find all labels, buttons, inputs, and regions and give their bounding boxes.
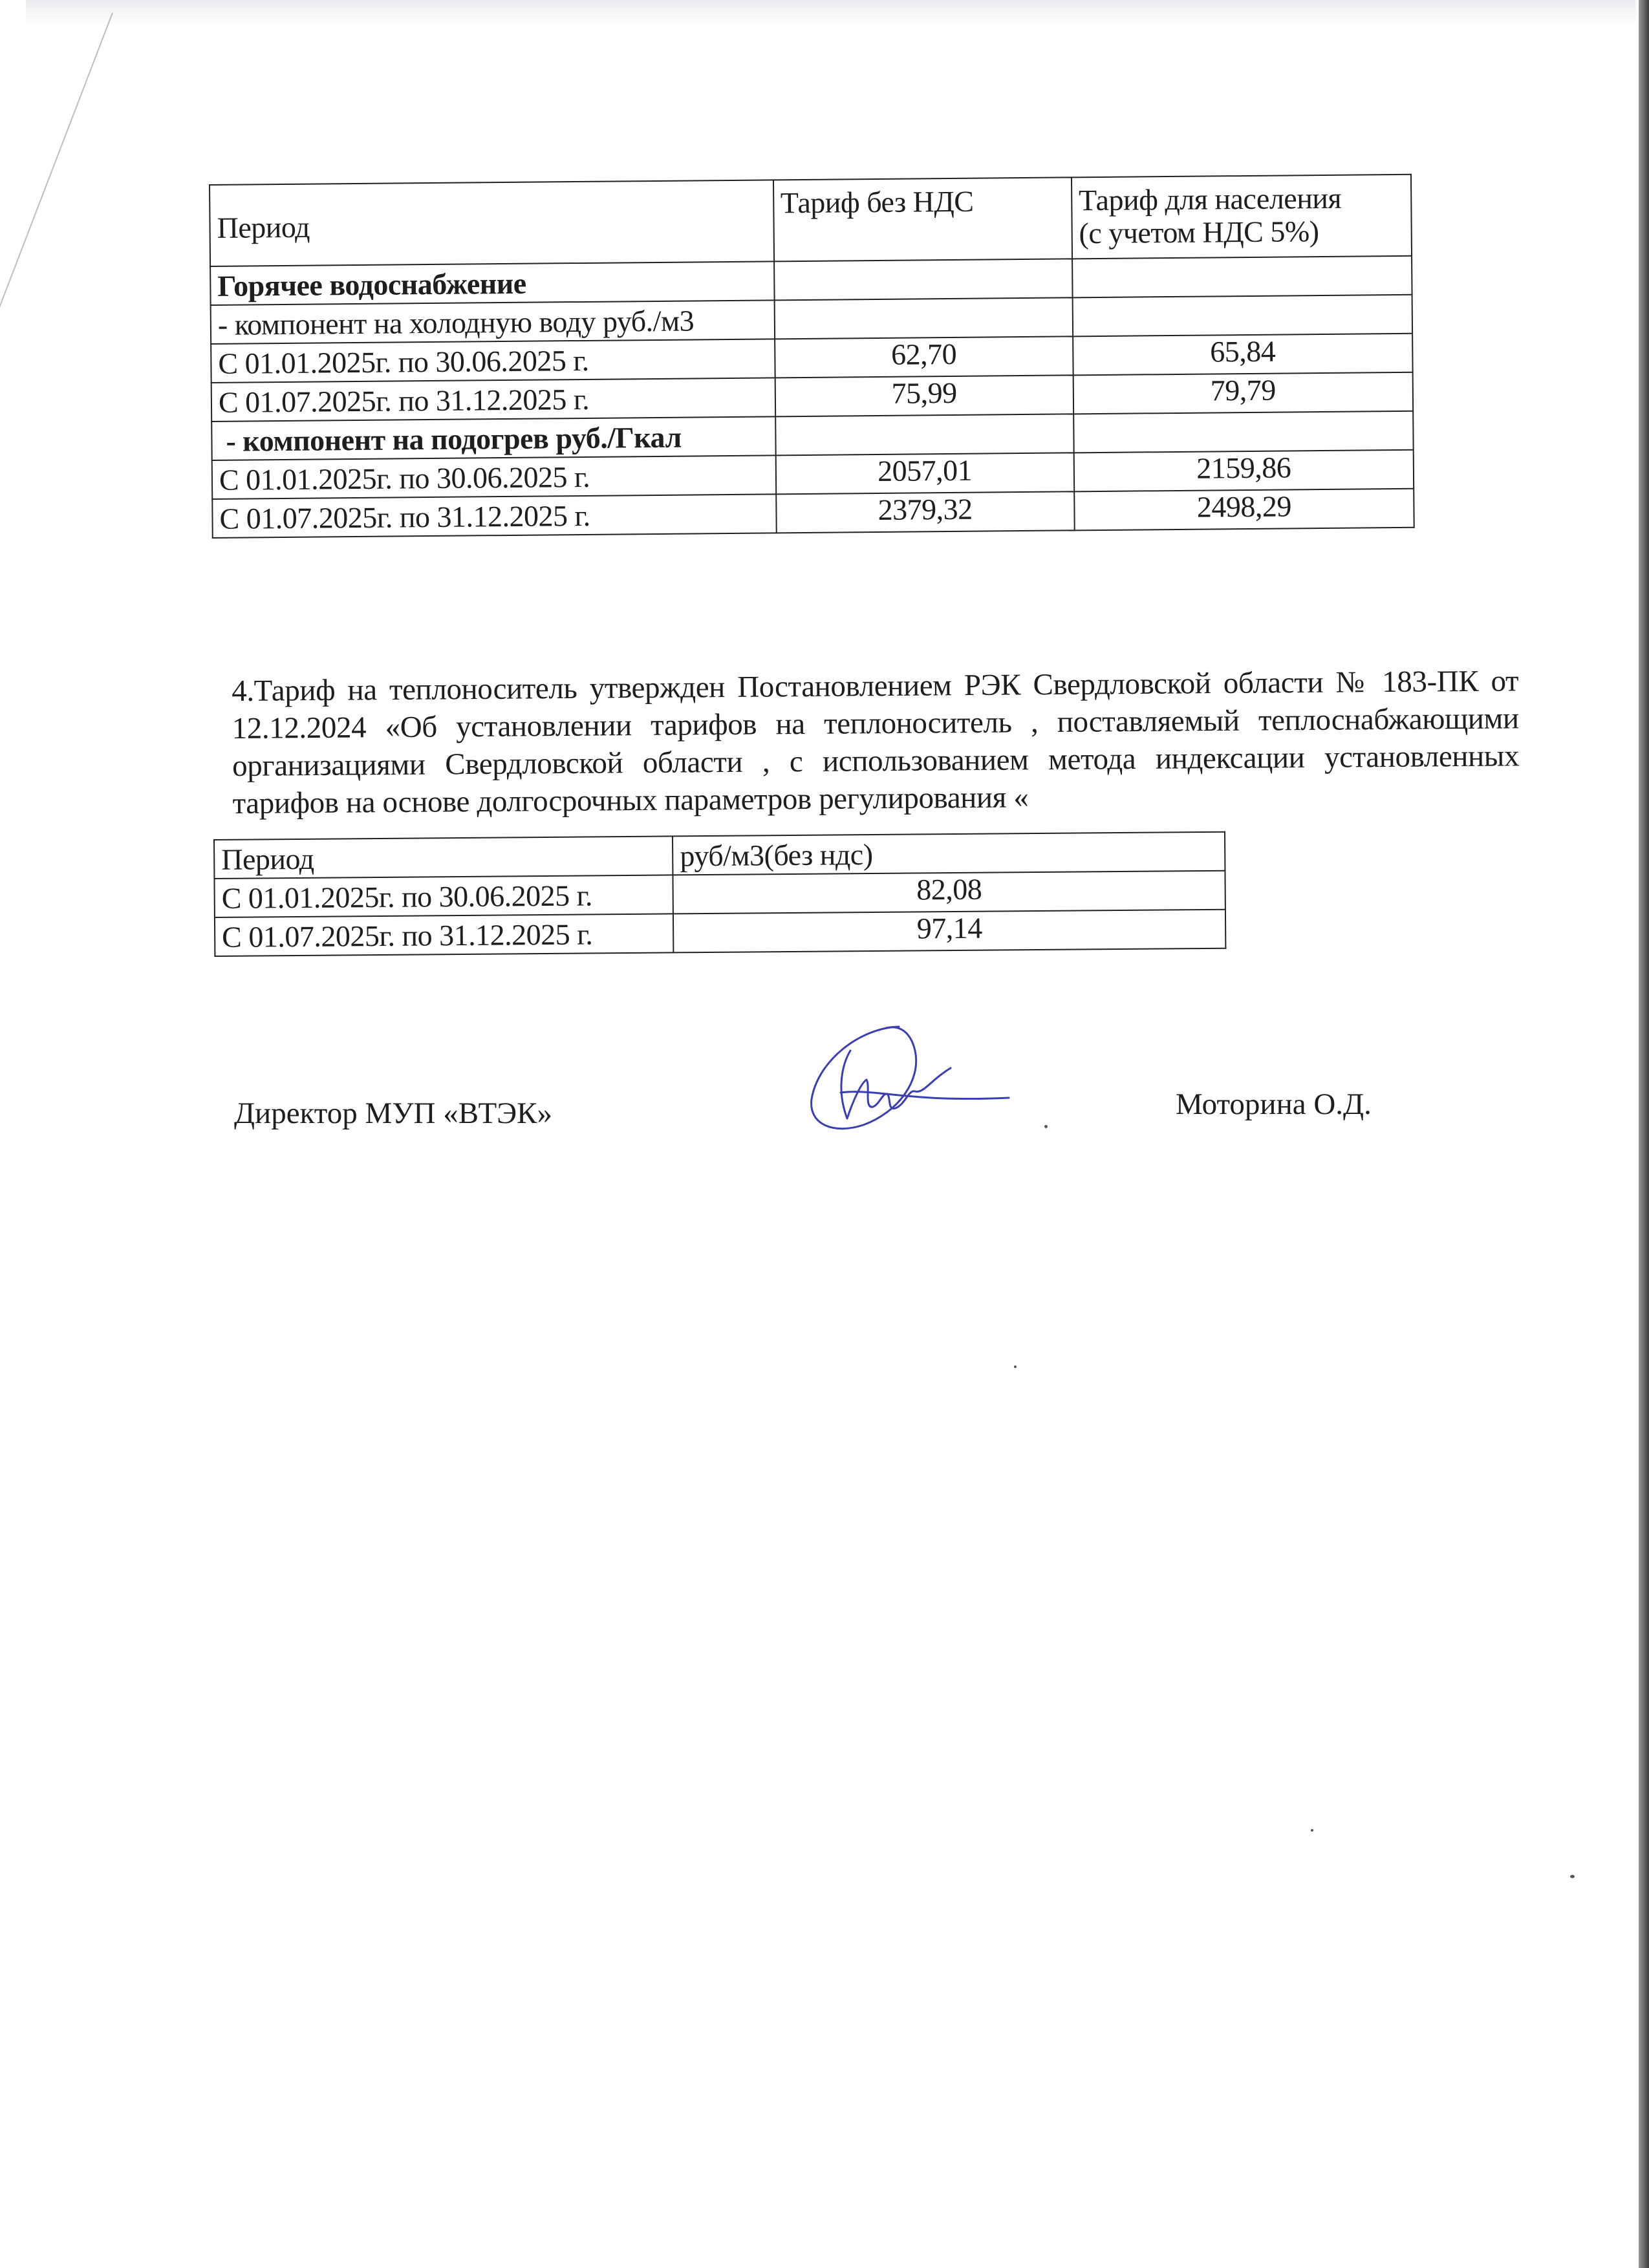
empty-cell bbox=[774, 297, 1073, 339]
with-vat-cell: 79,79 bbox=[1073, 372, 1413, 414]
signatory-name: Моторина О.Д. bbox=[1176, 1087, 1372, 1121]
coolant-tariff-paragraph: 4.Тариф на теплоноситель утвержден Постановлением РЭК Свердловской области № 183-ПК от 12.12.2024 «Об установлении тарифов на теплоноситель , поставляемый теплоснабжающими организациями Свердловской области , с использованием метода индексации установленных тарифов на основе долгосрочных параметров регулирования « bbox=[232, 664, 1520, 820]
empty-cell bbox=[774, 259, 1073, 300]
cold-water-label: - компонент на холодную воду руб./м3 bbox=[211, 300, 775, 344]
period-cell: С 01.07.2025г. по 31.12.2025 г. bbox=[212, 494, 776, 538]
value-cell: 97,14 bbox=[673, 910, 1225, 953]
hot-water-tariff-table bbox=[209, 174, 1415, 539]
coolant-tariff-table bbox=[213, 831, 1226, 957]
with-vat-cell: 2159,86 bbox=[1073, 450, 1414, 492]
header-tariff-population-line2: (с учетом НДС 5%) bbox=[1079, 214, 1319, 250]
period-cell: С 01.01.2025г. по 30.06.2025 г. bbox=[211, 339, 775, 383]
table-row bbox=[215, 910, 1225, 956]
header-rub-per-m3: руб/м3(без ндс) bbox=[673, 832, 1225, 875]
header-period: Период bbox=[214, 836, 673, 879]
no-vat-cell: 62,70 bbox=[775, 336, 1073, 378]
signatory-position: Директор МУП «ВТЭК» bbox=[234, 1097, 553, 1130]
empty-cell bbox=[775, 414, 1074, 455]
header-tariff-population bbox=[1072, 175, 1412, 259]
no-vat-cell: 75,99 bbox=[775, 375, 1073, 416]
no-vat-cell: 2379,32 bbox=[776, 491, 1075, 533]
with-vat-cell: 2498,29 bbox=[1074, 489, 1414, 531]
with-vat-cell: 65,84 bbox=[1073, 334, 1413, 376]
period-cell: С 01.07.2025г. по 31.12.2025 г. bbox=[215, 914, 674, 956]
header-period: Период bbox=[210, 180, 774, 266]
period-cell: С 01.07.2025г. по 31.12.2025 г. bbox=[211, 378, 775, 422]
signature-row bbox=[0, 1087, 1649, 1161]
empty-cell bbox=[1073, 411, 1414, 453]
header-tariff-no-vat: Тариф без НДС bbox=[773, 177, 1072, 261]
value-cell: 82,08 bbox=[673, 871, 1225, 914]
section-title: Горячее водоснабжение bbox=[210, 261, 774, 305]
period-cell: С 01.01.2025г. по 30.06.2025 г. bbox=[212, 455, 776, 499]
table-header-row bbox=[210, 175, 1412, 266]
empty-cell bbox=[1072, 295, 1412, 337]
period-cell: С 01.01.2025г. по 30.06.2025 г. bbox=[214, 875, 673, 917]
scan-speck bbox=[1044, 1125, 1048, 1128]
no-vat-cell: 2057,01 bbox=[775, 453, 1074, 494]
scan-speck bbox=[1570, 1875, 1575, 1878]
header-tariff-population-line1: Тариф для населения bbox=[1078, 181, 1342, 217]
scan-speck bbox=[1311, 1829, 1313, 1832]
empty-cell bbox=[1072, 256, 1412, 298]
heating-label: - компонент на подогрев руб./Гкал bbox=[211, 416, 775, 460]
scan-speck bbox=[1014, 1365, 1017, 1368]
